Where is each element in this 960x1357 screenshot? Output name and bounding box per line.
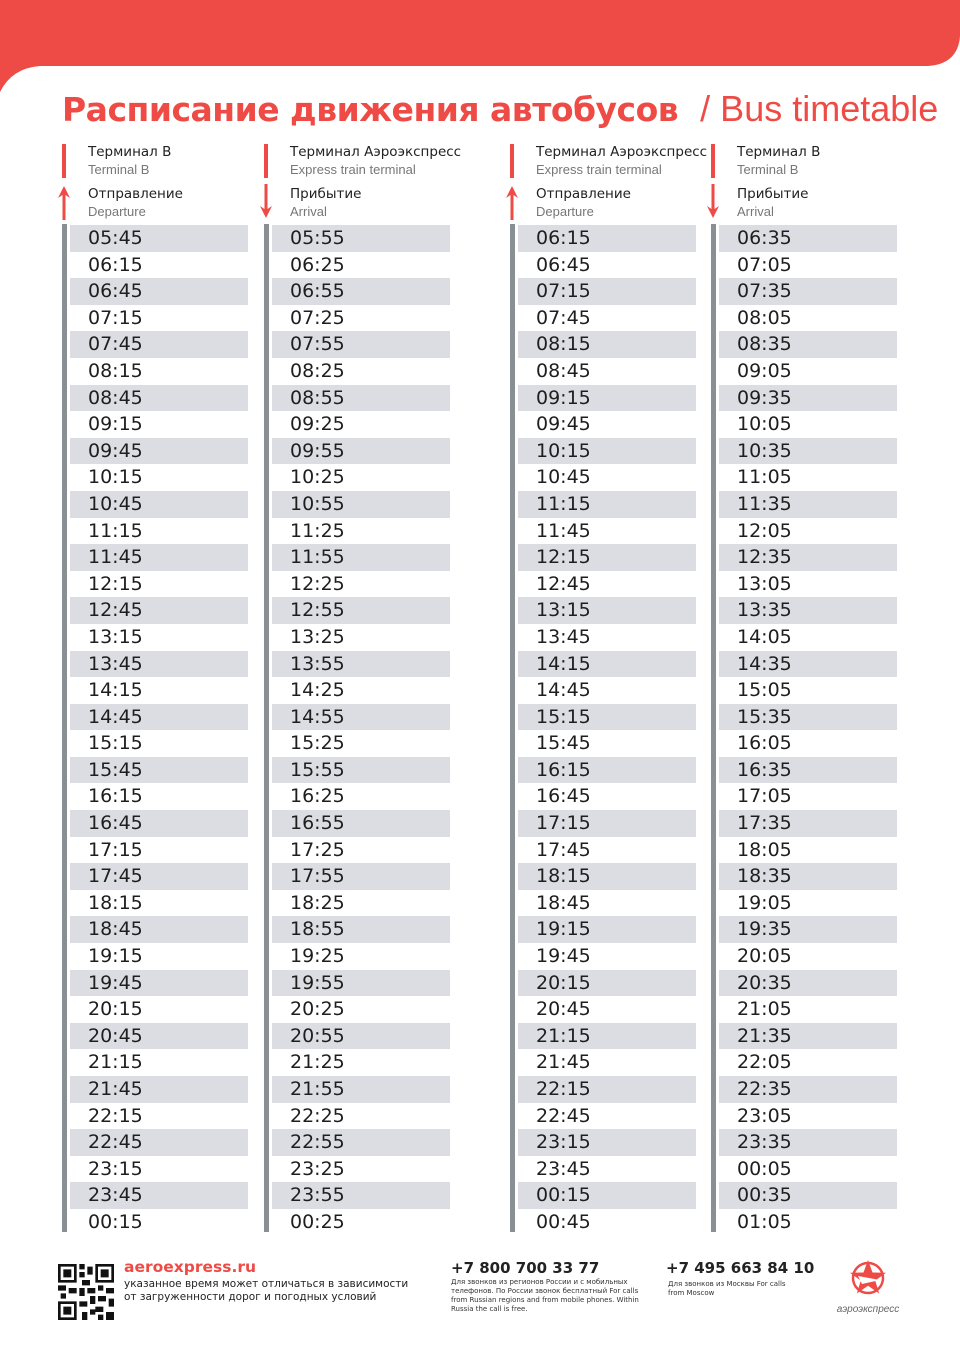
time-cell: 01:05 bbox=[737, 1210, 792, 1233]
time-cell: 19:25 bbox=[290, 945, 345, 968]
time-cell: 11:15 bbox=[88, 519, 143, 542]
time-cell: 14:55 bbox=[272, 704, 450, 731]
time-cell: 11:25 bbox=[290, 519, 345, 542]
time-cell: 20:15 bbox=[518, 970, 696, 997]
time-cell: 20:35 bbox=[719, 970, 897, 997]
time-cell: 09:35 bbox=[719, 385, 897, 412]
time-cell: 23:55 bbox=[272, 1182, 450, 1209]
arrow-up-icon bbox=[504, 184, 520, 220]
time-cell: 06:15 bbox=[88, 253, 143, 276]
time-list bbox=[70, 225, 248, 1236]
time-cell: 07:45 bbox=[70, 331, 248, 358]
action-en: Departure bbox=[536, 204, 594, 219]
time-cell: 19:55 bbox=[272, 970, 450, 997]
column-line bbox=[264, 224, 269, 1232]
time-cell: 07:15 bbox=[518, 278, 696, 305]
time-cell: 07:55 bbox=[272, 331, 450, 358]
time-cell: 23:15 bbox=[518, 1129, 696, 1156]
time-cell: 10:15 bbox=[88, 466, 143, 489]
time-cell: 13:45 bbox=[536, 625, 591, 648]
column-place bbox=[536, 144, 707, 178]
place-ru: Терминал Аэроэкспресс bbox=[536, 144, 708, 160]
place-ru: Терминал B bbox=[88, 144, 172, 160]
column-place bbox=[737, 144, 820, 178]
time-cell: 18:45 bbox=[70, 916, 248, 943]
time-cell: 06:25 bbox=[290, 253, 345, 276]
time-cell: 23:15 bbox=[88, 1157, 143, 1180]
action-en: Arrival bbox=[290, 204, 327, 219]
time-cell: 13:45 bbox=[70, 651, 248, 678]
time-cell: 13:15 bbox=[518, 597, 696, 624]
column-action bbox=[290, 186, 361, 220]
time-cell: 09:15 bbox=[518, 385, 696, 412]
time-cell: 10:35 bbox=[719, 438, 897, 465]
time-cell: 13:05 bbox=[737, 572, 792, 595]
time-cell: 06:55 bbox=[272, 278, 450, 305]
time-cell: 16:45 bbox=[70, 810, 248, 837]
time-cell: 23:45 bbox=[536, 1157, 591, 1180]
time-list bbox=[272, 225, 450, 1236]
time-cell: 11:35 bbox=[719, 491, 897, 518]
time-cell: 07:25 bbox=[290, 306, 345, 329]
title-ru: Расписание движения автобусов bbox=[62, 90, 679, 129]
time-cell: 10:45 bbox=[70, 491, 248, 518]
page-title bbox=[62, 86, 938, 139]
time-cell: 16:55 bbox=[272, 810, 450, 837]
time-cell: 12:25 bbox=[290, 572, 345, 595]
time-cell: 16:05 bbox=[737, 732, 792, 755]
time-cell: 17:25 bbox=[290, 838, 345, 861]
time-cell: 15:35 bbox=[719, 704, 897, 731]
time-cell: 06:35 bbox=[719, 225, 897, 252]
place-en: Terminal B bbox=[88, 162, 150, 177]
time-cell: 14:15 bbox=[518, 651, 696, 678]
time-cell: 13:15 bbox=[88, 625, 143, 648]
title-en: / Bus timetable bbox=[700, 88, 939, 129]
time-cell: 09:45 bbox=[70, 438, 248, 465]
footer-note: указанное время может отличаться в зависимости от загруженности дорог и погодных условий bbox=[124, 1278, 409, 1303]
time-cell: 08:05 bbox=[737, 306, 792, 329]
time-cell: 13:35 bbox=[719, 597, 897, 624]
time-cell: 12:15 bbox=[518, 544, 696, 571]
time-cell: 20:45 bbox=[536, 998, 591, 1021]
time-cell: 14:05 bbox=[737, 625, 792, 648]
time-cell: 09:45 bbox=[536, 413, 591, 436]
time-cell: 20:05 bbox=[737, 945, 792, 968]
time-cell: 14:45 bbox=[70, 704, 248, 731]
action-ru: Прибытие bbox=[737, 186, 809, 202]
time-cell: 10:25 bbox=[290, 466, 345, 489]
time-cell: 11:05 bbox=[737, 466, 792, 489]
time-cell: 08:15 bbox=[88, 359, 143, 382]
time-cell: 12:45 bbox=[536, 572, 591, 595]
time-cell: 16:25 bbox=[290, 785, 345, 808]
time-cell: 00:15 bbox=[518, 1182, 696, 1209]
phone-moscow-note: Для звонков из Москвы For calls from Moscow bbox=[668, 1280, 786, 1297]
time-cell: 17:15 bbox=[518, 810, 696, 837]
time-cell: 14:45 bbox=[536, 679, 591, 702]
column-marker bbox=[62, 144, 66, 178]
time-cell: 21:45 bbox=[70, 1076, 248, 1103]
time-cell: 21:55 bbox=[272, 1076, 450, 1103]
arrow-down-icon bbox=[705, 184, 721, 220]
time-cell: 09:25 bbox=[290, 413, 345, 436]
action-ru: Отправление bbox=[536, 186, 631, 202]
time-cell: 12:45 bbox=[70, 597, 248, 624]
phone-moscow[interactable]: +7 495 663 84 10 bbox=[666, 1259, 815, 1277]
time-cell: 00:45 bbox=[536, 1210, 591, 1233]
footer bbox=[0, 1256, 960, 1336]
place-en: Express train terminal bbox=[290, 162, 416, 177]
logo-text: аэроэкспресс bbox=[836, 1304, 900, 1315]
time-cell: 19:45 bbox=[70, 970, 248, 997]
time-cell: 16:15 bbox=[88, 785, 143, 808]
time-cell: 18:35 bbox=[719, 863, 897, 890]
time-cell: 14:35 bbox=[719, 651, 897, 678]
time-cell: 14:25 bbox=[290, 679, 345, 702]
time-cell: 11:15 bbox=[518, 491, 696, 518]
time-cell: 20:15 bbox=[88, 998, 143, 1021]
time-cell: 17:15 bbox=[88, 838, 143, 861]
time-cell: 18:15 bbox=[88, 891, 143, 914]
action-ru: Отправление bbox=[88, 186, 183, 202]
time-cell: 09:05 bbox=[737, 359, 792, 382]
time-cell: 07:05 bbox=[737, 253, 792, 276]
time-cell: 00:15 bbox=[88, 1210, 143, 1233]
time-cell: 06:45 bbox=[536, 253, 591, 276]
time-cell: 22:05 bbox=[737, 1051, 792, 1074]
time-list bbox=[719, 225, 897, 1236]
time-cell: 23:35 bbox=[719, 1129, 897, 1156]
time-cell: 17:45 bbox=[536, 838, 591, 861]
time-cell: 15:15 bbox=[88, 732, 143, 755]
place-ru: Терминал B bbox=[737, 144, 821, 160]
time-cell: 10:55 bbox=[272, 491, 450, 518]
time-cell: 18:25 bbox=[290, 891, 345, 914]
time-cell: 08:15 bbox=[518, 331, 696, 358]
time-cell: 16:35 bbox=[719, 757, 897, 784]
column-action bbox=[536, 186, 631, 220]
time-cell: 15:15 bbox=[518, 704, 696, 731]
place-en: Terminal B bbox=[737, 162, 799, 177]
column-line bbox=[62, 224, 67, 1232]
time-cell: 00:35 bbox=[719, 1182, 897, 1209]
time-cell: 09:55 bbox=[272, 438, 450, 465]
time-cell: 08:45 bbox=[70, 385, 248, 412]
action-en: Arrival bbox=[737, 204, 774, 219]
time-cell: 11:55 bbox=[272, 544, 450, 571]
arrow-up-icon bbox=[56, 184, 72, 220]
column-marker bbox=[264, 144, 268, 178]
time-cell: 18:55 bbox=[272, 916, 450, 943]
time-cell: 10:45 bbox=[536, 466, 591, 489]
column-line bbox=[711, 224, 716, 1232]
site-link[interactable]: aeroexpress.ru bbox=[124, 1258, 257, 1276]
time-cell: 06:45 bbox=[70, 278, 248, 305]
time-cell: 14:15 bbox=[88, 679, 143, 702]
column-place bbox=[290, 144, 461, 178]
time-cell: 20:45 bbox=[70, 1023, 248, 1050]
time-cell: 15:45 bbox=[536, 732, 591, 755]
time-cell: 10:15 bbox=[518, 438, 696, 465]
place-ru: Терминал Аэроэкспресс bbox=[290, 144, 462, 160]
time-cell: 17:45 bbox=[70, 863, 248, 890]
time-cell: 09:15 bbox=[88, 413, 143, 436]
time-cell: 12:35 bbox=[719, 544, 897, 571]
time-cell: 07:35 bbox=[719, 278, 897, 305]
time-cell: 19:35 bbox=[719, 916, 897, 943]
time-cell: 15:45 bbox=[70, 757, 248, 784]
place-en: Express train terminal bbox=[536, 162, 662, 177]
column-action bbox=[737, 186, 808, 220]
time-cell: 19:15 bbox=[88, 945, 143, 968]
time-cell: 00:05 bbox=[737, 1157, 792, 1180]
time-cell: 18:45 bbox=[536, 891, 591, 914]
time-cell: 21:35 bbox=[719, 1023, 897, 1050]
time-cell: 22:35 bbox=[719, 1076, 897, 1103]
time-cell: 16:45 bbox=[536, 785, 591, 808]
time-cell: 22:15 bbox=[88, 1104, 143, 1127]
time-cell: 11:45 bbox=[536, 519, 591, 542]
time-cell: 21:45 bbox=[536, 1051, 591, 1074]
time-cell: 21:25 bbox=[290, 1051, 345, 1074]
time-cell: 19:45 bbox=[536, 945, 591, 968]
time-cell: 20:55 bbox=[272, 1023, 450, 1050]
time-cell: 18:05 bbox=[737, 838, 792, 861]
column-marker bbox=[711, 144, 715, 178]
time-cell: 08:55 bbox=[272, 385, 450, 412]
time-cell: 22:25 bbox=[290, 1104, 345, 1127]
time-cell: 07:45 bbox=[536, 306, 591, 329]
time-cell: 23:45 bbox=[70, 1182, 248, 1209]
time-cell: 22:45 bbox=[536, 1104, 591, 1127]
phone-russia-note: Для звонков из регионов России и с мобильных телефонов. По России звонок бесплатный For calls from Russian regions and from mobile phones. Within Russia the call is free. bbox=[451, 1278, 639, 1313]
time-cell: 12:05 bbox=[737, 519, 792, 542]
time-cell: 21:05 bbox=[737, 998, 792, 1021]
time-cell: 12:55 bbox=[272, 597, 450, 624]
time-cell: 21:15 bbox=[88, 1051, 143, 1074]
time-cell: 15:05 bbox=[737, 679, 792, 702]
time-cell: 15:55 bbox=[272, 757, 450, 784]
arrow-down-icon bbox=[258, 184, 274, 220]
action-en: Departure bbox=[88, 204, 146, 219]
time-cell: 21:15 bbox=[518, 1023, 696, 1050]
time-cell: 06:15 bbox=[518, 225, 696, 252]
time-cell: 07:15 bbox=[88, 306, 143, 329]
time-cell: 08:45 bbox=[536, 359, 591, 382]
column-line bbox=[510, 224, 515, 1232]
time-cell: 05:45 bbox=[70, 225, 248, 252]
time-cell: 08:35 bbox=[719, 331, 897, 358]
time-cell: 22:15 bbox=[518, 1076, 696, 1103]
time-cell: 19:05 bbox=[737, 891, 792, 914]
time-cell: 22:55 bbox=[272, 1129, 450, 1156]
time-cell: 05:55 bbox=[272, 225, 450, 252]
header-banner bbox=[0, 0, 960, 92]
time-cell: 19:15 bbox=[518, 916, 696, 943]
column-place bbox=[88, 144, 171, 178]
time-cell: 17:35 bbox=[719, 810, 897, 837]
time-cell: 12:15 bbox=[88, 572, 143, 595]
time-cell: 08:25 bbox=[290, 359, 345, 382]
time-cell: 17:05 bbox=[737, 785, 792, 808]
time-cell: 22:45 bbox=[70, 1129, 248, 1156]
time-cell: 23:25 bbox=[290, 1157, 345, 1180]
time-cell: 10:05 bbox=[737, 413, 792, 436]
time-cell: 13:25 bbox=[290, 625, 345, 648]
time-list bbox=[518, 225, 696, 1236]
column-action bbox=[88, 186, 183, 220]
time-cell: 20:25 bbox=[290, 998, 345, 1021]
time-cell: 17:55 bbox=[272, 863, 450, 890]
column-marker bbox=[510, 144, 514, 178]
time-cell: 23:05 bbox=[737, 1104, 792, 1127]
time-cell: 00:25 bbox=[290, 1210, 345, 1233]
time-cell: 15:25 bbox=[290, 732, 345, 755]
phone-russia[interactable]: +7 800 700 33 77 bbox=[451, 1259, 600, 1277]
qr-code-icon[interactable] bbox=[58, 1264, 114, 1320]
time-cell: 11:45 bbox=[70, 544, 248, 571]
time-cell: 16:15 bbox=[518, 757, 696, 784]
time-cell: 13:55 bbox=[272, 651, 450, 678]
action-ru: Прибытие bbox=[290, 186, 362, 202]
time-cell: 18:15 bbox=[518, 863, 696, 890]
